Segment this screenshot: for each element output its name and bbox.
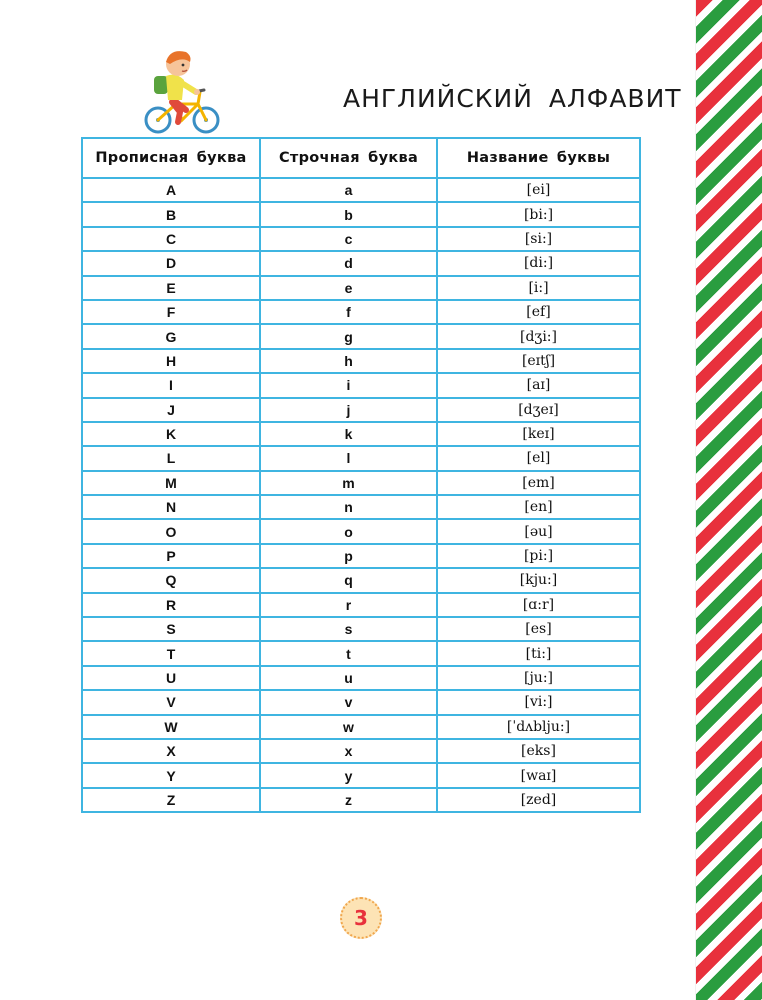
alphabet-table: [81, 137, 641, 813]
uppercase-letter-cell: B: [82, 202, 260, 226]
lowercase-letter-cell: e: [260, 276, 437, 300]
letter-name-cell: [dʒeɪ]: [437, 398, 640, 422]
table-row: [82, 715, 640, 739]
uppercase-letter-cell: Z: [82, 788, 260, 812]
boy-on-bicycle-illustration: [140, 46, 224, 138]
table-row: [82, 324, 640, 348]
table-row: [82, 617, 640, 641]
uppercase-letter-cell: Y: [82, 763, 260, 787]
table-row: [82, 593, 640, 617]
table-row: [82, 641, 640, 665]
table-row: [82, 349, 640, 373]
lowercase-letter-cell: j: [260, 398, 437, 422]
table-row: [82, 178, 640, 202]
decorative-stripe-border: [696, 0, 762, 1000]
lowercase-letter-cell: q: [260, 568, 437, 592]
letter-name-cell: [keɪ]: [437, 422, 640, 446]
lowercase-letter-cell: y: [260, 763, 437, 787]
letter-name-cell: [waɪ]: [437, 763, 640, 787]
letter-name-cell: [i:]: [437, 276, 640, 300]
lowercase-letter-cell: w: [260, 715, 437, 739]
uppercase-letter-cell: N: [82, 495, 260, 519]
uppercase-letter-cell: J: [82, 398, 260, 422]
header-lowercase: Строчная буква: [260, 138, 437, 178]
uppercase-letter-cell: Q: [82, 568, 260, 592]
table-row: [82, 788, 640, 812]
uppercase-letter-cell: L: [82, 446, 260, 470]
table-header-row: [82, 138, 640, 178]
lowercase-letter-cell: m: [260, 471, 437, 495]
letter-name-cell: [ju:]: [437, 666, 640, 690]
letter-name-cell: [ei]: [437, 178, 640, 202]
lowercase-letter-cell: a: [260, 178, 437, 202]
table-row: [82, 739, 640, 763]
header-letter-name: Название буквы: [437, 138, 640, 178]
stripe-border-edge: [695, 0, 696, 1000]
lowercase-letter-cell: z: [260, 788, 437, 812]
uppercase-letter-cell: T: [82, 641, 260, 665]
letter-name-cell: [eɪtʃ]: [437, 349, 640, 373]
lowercase-letter-cell: n: [260, 495, 437, 519]
table-row: [82, 373, 640, 397]
table-row: [82, 251, 640, 275]
uppercase-letter-cell: R: [82, 593, 260, 617]
lowercase-letter-cell: f: [260, 300, 437, 324]
header-uppercase: Прописная буква: [82, 138, 260, 178]
table-row: [82, 202, 640, 226]
lowercase-letter-cell: d: [260, 251, 437, 275]
table-row: [82, 300, 640, 324]
lowercase-letter-cell: h: [260, 349, 437, 373]
uppercase-letter-cell: M: [82, 471, 260, 495]
lowercase-letter-cell: i: [260, 373, 437, 397]
letter-name-cell: [aɪ]: [437, 373, 640, 397]
uppercase-letter-cell: F: [82, 300, 260, 324]
lowercase-letter-cell: p: [260, 544, 437, 568]
uppercase-letter-cell: K: [82, 422, 260, 446]
uppercase-letter-cell: X: [82, 739, 260, 763]
letter-name-cell: [eks]: [437, 739, 640, 763]
table-row: [82, 446, 640, 470]
uppercase-letter-cell: O: [82, 519, 260, 543]
letter-name-cell: [el]: [437, 446, 640, 470]
letter-name-cell: [em]: [437, 471, 640, 495]
uppercase-letter-cell: V: [82, 690, 260, 714]
letter-name-cell: [bi:]: [437, 202, 640, 226]
letter-name-cell: [ˈdʌblju:]: [437, 715, 640, 739]
table-row: [82, 519, 640, 543]
letter-name-cell: [pi:]: [437, 544, 640, 568]
table-row: [82, 471, 640, 495]
lowercase-letter-cell: t: [260, 641, 437, 665]
uppercase-letter-cell: G: [82, 324, 260, 348]
table-row: [82, 690, 640, 714]
table-row: [82, 276, 640, 300]
letter-name-cell: [vi:]: [437, 690, 640, 714]
lowercase-letter-cell: k: [260, 422, 437, 446]
letter-name-cell: [ti:]: [437, 641, 640, 665]
page-title: АНГЛИЙСКИЙ АЛФАВИТ: [343, 84, 682, 113]
lowercase-letter-cell: v: [260, 690, 437, 714]
uppercase-letter-cell: H: [82, 349, 260, 373]
letter-name-cell: [es]: [437, 617, 640, 641]
table-row: [82, 227, 640, 251]
uppercase-letter-cell: I: [82, 373, 260, 397]
uppercase-letter-cell: A: [82, 178, 260, 202]
letter-name-cell: [kju:]: [437, 568, 640, 592]
lowercase-letter-cell: r: [260, 593, 437, 617]
letter-name-cell: [di:]: [437, 251, 640, 275]
table-row: [82, 666, 640, 690]
letter-name-cell: [ef]: [437, 300, 640, 324]
table-row: [82, 544, 640, 568]
uppercase-letter-cell: D: [82, 251, 260, 275]
uppercase-letter-cell: W: [82, 715, 260, 739]
lowercase-letter-cell: s: [260, 617, 437, 641]
table-row: [82, 398, 640, 422]
letter-name-cell: [ɑ:r]: [437, 593, 640, 617]
letter-name-cell: [dʒi:]: [437, 324, 640, 348]
lowercase-letter-cell: b: [260, 202, 437, 226]
lowercase-letter-cell: o: [260, 519, 437, 543]
table-row: [82, 422, 640, 446]
lowercase-letter-cell: g: [260, 324, 437, 348]
table-row: [82, 763, 640, 787]
uppercase-letter-cell: U: [82, 666, 260, 690]
uppercase-letter-cell: P: [82, 544, 260, 568]
uppercase-letter-cell: C: [82, 227, 260, 251]
lowercase-letter-cell: u: [260, 666, 437, 690]
uppercase-letter-cell: S: [82, 617, 260, 641]
lowercase-letter-cell: l: [260, 446, 437, 470]
letter-name-cell: [zed]: [437, 788, 640, 812]
lowercase-letter-cell: c: [260, 227, 437, 251]
page-number-badge: 3: [340, 897, 382, 939]
table-row: [82, 568, 640, 592]
letter-name-cell: [əu]: [437, 519, 640, 543]
lowercase-letter-cell: x: [260, 739, 437, 763]
letter-name-cell: [en]: [437, 495, 640, 519]
letter-name-cell: [si:]: [437, 227, 640, 251]
table-row: [82, 495, 640, 519]
uppercase-letter-cell: E: [82, 276, 260, 300]
